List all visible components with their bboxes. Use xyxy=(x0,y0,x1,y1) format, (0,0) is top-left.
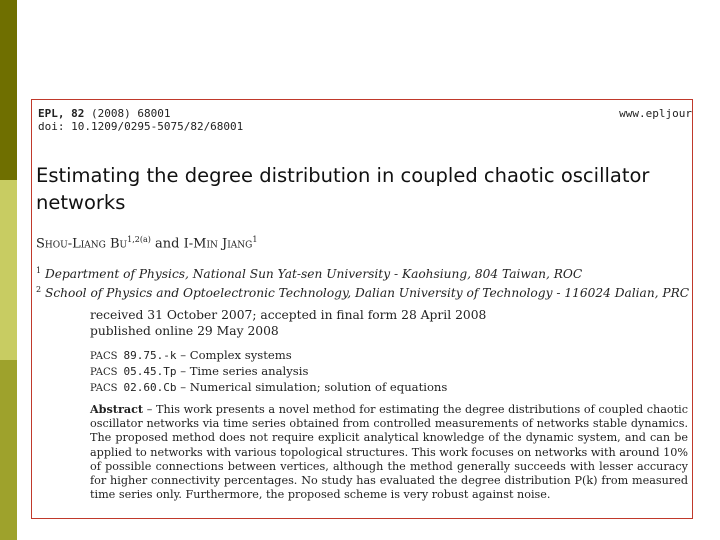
sidebar-block-top xyxy=(0,0,17,180)
sidebar-block-middle xyxy=(0,180,17,360)
paper-title: Estimating the degree distribution in coupled chaotic oscillator networks xyxy=(36,164,650,214)
affiliation-2-number: 2 xyxy=(36,285,42,295)
pacs-code: 02.60.Cb xyxy=(123,381,177,394)
journal-volume: 82 xyxy=(71,107,85,120)
affiliation-2 xyxy=(36,282,693,301)
pacs-item xyxy=(90,348,447,364)
journal-year-article: (2008) 68001 xyxy=(91,107,171,120)
author-separator: and xyxy=(155,236,180,252)
journal-citation xyxy=(38,107,243,120)
author-2: I-Min Jiang xyxy=(183,236,253,252)
affiliation-1-text: Department of Physics, National Sun Yat-sen University - Kaohsiung, 804 Taiwan, ROC xyxy=(44,267,583,282)
journal-header xyxy=(38,107,243,133)
journal-website: www.epljour xyxy=(619,107,692,120)
received-accepted-line: received 31 October 2007; accepted in final form 28 April 2008 xyxy=(90,308,487,322)
paper-excerpt xyxy=(31,99,693,519)
journal-name: EPL, xyxy=(38,107,65,120)
published-line: published online 29 May 2008 xyxy=(90,324,279,338)
author-1: Shou-Liang Bu xyxy=(36,236,128,252)
affiliation-1-number: 1 xyxy=(36,266,42,275)
author-1-affiliation-marker: 1,2(a) xyxy=(127,235,151,244)
publication-dates xyxy=(90,307,486,339)
abstract-label: Abstract xyxy=(90,402,144,416)
pacs-description: – Numerical simulation; solution of equations xyxy=(180,380,448,394)
pacs-list xyxy=(90,348,447,396)
sidebar-block-bottom xyxy=(0,360,17,540)
pacs-description: – Complex systems xyxy=(180,348,292,362)
pacs-code: 89.75.-k xyxy=(123,349,177,362)
abstract xyxy=(90,402,688,502)
pacs-description: – Time series analysis xyxy=(180,364,309,378)
pacs-item xyxy=(90,364,447,380)
author-2-affiliation-marker: 1 xyxy=(252,235,258,244)
pacs-item xyxy=(90,380,447,396)
slide-sidebar xyxy=(0,0,17,540)
pacs-label: PACS xyxy=(90,351,118,362)
pacs-code: 05.45.Tp xyxy=(123,365,177,378)
abstract-text: – This work presents a novel method for estimating the degree distributions of coupled chaotic oscillator networks via time series obtained from controlled measurements of networks stable dynamics. The proposed method does not require explicit analytical knowledge of the dynamic system, and can be applied to networks with various topological structures. This work focuses on networks with around 10% of possible connections between vertices, although the method generally succeeds with lesser accuracy for higher connectivity percentages. No study has evaluated the degree distribution P(k) from measured time series only. Furthermore, the proposed scheme is very robust against noise. xyxy=(90,403,688,502)
doi: doi: 10.1209/0295-5075/82/68001 xyxy=(38,120,244,133)
pacs-label: PACS xyxy=(90,367,118,378)
pacs-label: PACS xyxy=(90,383,118,394)
affiliation-2-text: School of Physics and Optoelectronic Technology, Dalian University of Technology - 116024 Dalian, PRC xyxy=(44,286,690,301)
affiliation-1 xyxy=(36,263,693,282)
authors xyxy=(36,235,257,251)
affiliations xyxy=(36,263,693,301)
